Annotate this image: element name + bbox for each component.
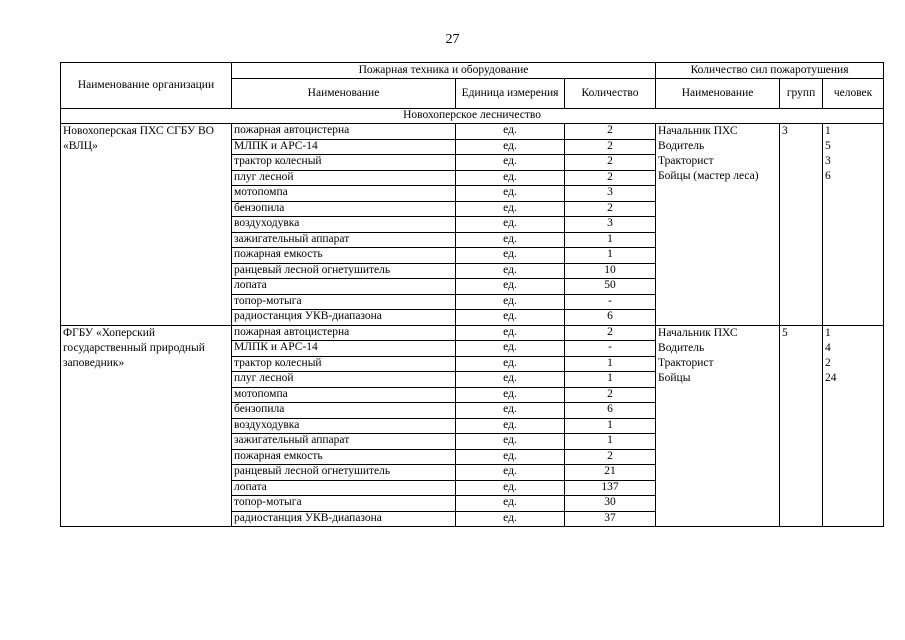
equipment-quantity: 1 xyxy=(565,418,656,434)
equipment-quantity: 1 xyxy=(565,232,656,248)
equipment-unit: ед. xyxy=(456,155,565,171)
equipment-unit: ед. xyxy=(456,403,565,419)
force-role: Водитель xyxy=(658,341,705,354)
groups-count xyxy=(780,325,823,527)
equipment-unit: ед. xyxy=(456,341,565,357)
equipment-unit: ед. xyxy=(456,294,565,310)
equipment-unit: ед. xyxy=(456,310,565,326)
equipment-quantity: 30 xyxy=(565,496,656,512)
equipment-name: радиостанция УКВ-диапазона xyxy=(232,511,456,527)
equipment-name: зажигательный аппарат xyxy=(232,232,456,248)
organization-name: ФГБУ «Хоперский государственный природный заповедник» xyxy=(61,325,232,527)
equipment-name: воздуходувка xyxy=(232,418,456,434)
equipment-quantity: 3 xyxy=(565,217,656,233)
equipment-name: ранцевый лесной огнетушитель xyxy=(232,465,456,481)
equipment-unit: ед. xyxy=(456,511,565,527)
header-forces-group: Количество сил пожаротушения xyxy=(656,63,884,79)
groups-value: 3 xyxy=(782,125,788,137)
equipment-name: плуг лесной xyxy=(232,170,456,186)
equipment-unit: ед. xyxy=(456,372,565,388)
equipment-quantity: 2 xyxy=(565,124,656,140)
equipment-unit: ед. xyxy=(456,263,565,279)
equipment-unit: ед. xyxy=(456,325,565,341)
equipment-unit: ед. xyxy=(456,124,565,140)
force-role: Тракторист xyxy=(658,155,714,167)
forces-list xyxy=(656,124,780,326)
equipment-unit: ед. xyxy=(456,170,565,186)
header-organization: Наименование организации xyxy=(61,63,232,109)
equipment-name: топор-мотыга xyxy=(232,294,456,310)
table-row xyxy=(61,325,884,341)
organization-name: Новохоперская ПХС СГБУ ВО «ВЛЦ» xyxy=(61,124,232,326)
equipment-unit: ед. xyxy=(456,387,565,403)
equipment-quantity: 2 xyxy=(565,201,656,217)
equipment-unit: ед. xyxy=(456,434,565,450)
forces-list xyxy=(656,325,780,527)
people-value: 1 xyxy=(825,125,831,137)
people-value: 3 xyxy=(825,155,831,167)
groups-count xyxy=(780,124,823,326)
equipment-name: трактор колесный xyxy=(232,155,456,171)
people-value: 5 xyxy=(825,140,831,152)
equipment-quantity: 1 xyxy=(565,248,656,264)
force-role: Начальник ПХС xyxy=(658,326,738,339)
equipment-quantity: 2 xyxy=(565,155,656,171)
people-value: 6 xyxy=(825,170,831,182)
equipment-unit: ед. xyxy=(456,201,565,217)
equipment-name: трактор колесный xyxy=(232,356,456,372)
equipment-unit: ед. xyxy=(456,480,565,496)
equipment-quantity: 2 xyxy=(565,139,656,155)
equipment-unit: ед. xyxy=(456,356,565,372)
equipment-name: лопата xyxy=(232,279,456,295)
section-title: Новохоперское лесничество xyxy=(61,109,884,124)
equipment-quantity: 6 xyxy=(565,403,656,419)
equipment-unit: ед. xyxy=(456,232,565,248)
equipment-quantity: 37 xyxy=(565,511,656,527)
equipment-quantity: 3 xyxy=(565,186,656,202)
equipment-unit: ед. xyxy=(456,418,565,434)
header-equipment-group: Пожарная техника и оборудование xyxy=(232,63,656,79)
equipment-name: ранцевый лесной огнетушитель xyxy=(232,263,456,279)
equipment-name: пожарная автоцистерна xyxy=(232,124,456,140)
people-value: 4 xyxy=(825,341,831,354)
page-number: 27 xyxy=(445,32,460,47)
equipment-quantity: 2 xyxy=(565,170,656,186)
equipment-quantity: - xyxy=(565,294,656,310)
equipment-name: лопата xyxy=(232,480,456,496)
equipment-name: воздуходувка xyxy=(232,217,456,233)
equipment-quantity: - xyxy=(565,341,656,357)
equipment-name: зажигательный аппарат xyxy=(232,434,456,450)
table-row xyxy=(61,124,884,140)
header-equipment-name: Наименование xyxy=(232,79,456,109)
header-unit: Единица измерения xyxy=(456,79,565,109)
equipment-quantity: 2 xyxy=(565,449,656,465)
equipment-quantity: 21 xyxy=(565,465,656,481)
force-role: Бойцы (мастер леса) xyxy=(658,170,759,182)
equipment-unit: ед. xyxy=(456,139,565,155)
equipment-name: пожарная автоцистерна xyxy=(232,325,456,341)
force-role: Водитель xyxy=(658,140,705,152)
equipment-name: мотопомпа xyxy=(232,387,456,403)
force-role: Тракторист xyxy=(658,356,714,369)
equipment-unit: ед. xyxy=(456,279,565,295)
equipment-name: бензопила xyxy=(232,201,456,217)
equipment-quantity: 2 xyxy=(565,387,656,403)
header-people: человек xyxy=(823,79,884,109)
equipment-unit: ед. xyxy=(456,465,565,481)
equipment-name: бензопила xyxy=(232,403,456,419)
people-count xyxy=(823,325,884,527)
equipment-quantity: 137 xyxy=(565,480,656,496)
header-groups: групп xyxy=(780,79,823,109)
fire-equipment-table xyxy=(60,62,884,527)
equipment-unit: ед. xyxy=(456,248,565,264)
groups-value: 5 xyxy=(782,326,788,339)
equipment-quantity: 2 xyxy=(565,325,656,341)
equipment-name: топор-мотыга xyxy=(232,496,456,512)
equipment-unit: ед. xyxy=(456,186,565,202)
equipment-quantity: 6 xyxy=(565,310,656,326)
equipment-unit: ед. xyxy=(456,449,565,465)
equipment-name: пожарная емкость xyxy=(232,449,456,465)
equipment-unit: ед. xyxy=(456,217,565,233)
people-value: 1 xyxy=(825,326,831,339)
header-forces-name: Наименование xyxy=(656,79,780,109)
equipment-quantity: 10 xyxy=(565,263,656,279)
force-role: Бойцы xyxy=(658,371,691,384)
equipment-name: МЛПК и АРС-14 xyxy=(232,139,456,155)
equipment-name: МЛПК и АРС-14 xyxy=(232,341,456,357)
equipment-name: мотопомпа xyxy=(232,186,456,202)
equipment-name: радиостанция УКВ-диапазона xyxy=(232,310,456,326)
equipment-quantity: 50 xyxy=(565,279,656,295)
people-value: 24 xyxy=(825,371,837,384)
header-quantity: Количество xyxy=(565,79,656,109)
equipment-quantity: 1 xyxy=(565,434,656,450)
people-value: 2 xyxy=(825,356,831,369)
equipment-name: пожарная емкость xyxy=(232,248,456,264)
equipment-unit: ед. xyxy=(456,496,565,512)
equipment-quantity: 1 xyxy=(565,356,656,372)
equipment-quantity: 1 xyxy=(565,372,656,388)
force-role: Начальник ПХС xyxy=(658,125,738,137)
people-count xyxy=(823,124,884,326)
equipment-name: плуг лесной xyxy=(232,372,456,388)
